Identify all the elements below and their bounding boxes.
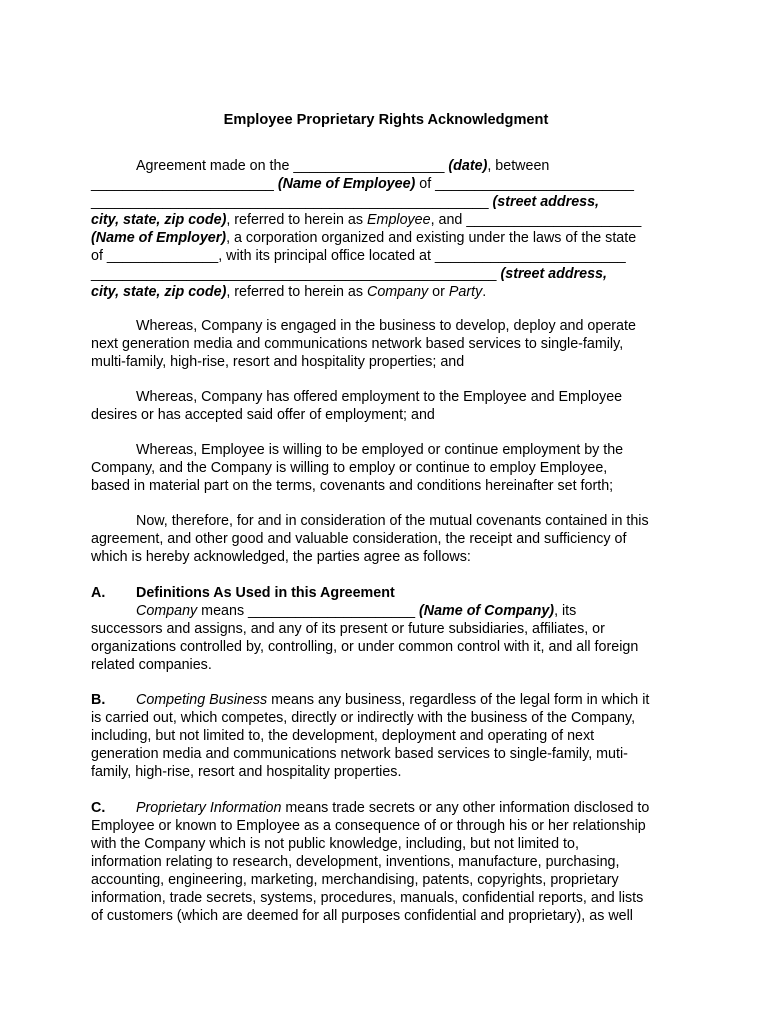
section-b-line-3: including, but not limited to, the development, deployment and operating of next — [91, 728, 595, 744]
whereas-2-line-1: Whereas, Company has offered employment to the Employee and Employee — [136, 389, 623, 405]
agreement-line-8: city, state, zip code), referred to herein as Company or Party. — [91, 284, 487, 300]
section-c-line-7: of customers (which are deemed for all purposes confidential and proprietary), as well — [91, 908, 633, 924]
section-b-letter: B. — [91, 692, 106, 708]
section-a-title: Definitions As Used in this Agreement — [136, 585, 395, 601]
section-b-line-2: is carried out, which competes, directly or indirectly with the business of the Company, — [91, 710, 636, 726]
section-a-heading — [91, 584, 681, 602]
section-c-line-6: information, trade secrets, systems, procedures, manuals, confidential reports, and lists — [91, 890, 644, 906]
section-b-line-1: B. Competing Business means any business, regardless of the legal form in which it — [91, 692, 650, 708]
whereas-3-line-1: Whereas, Employee is willing to be employed or continue employment by the — [136, 442, 624, 458]
now-therefore-line-1: Now, therefore, for and in consideration of the mutual covenants contained in this — [136, 513, 649, 529]
section-a-line-1: Company means _____________________ (Name of Company), its — [136, 603, 577, 619]
section-b-line-5: family, high-rise, resort and hospitality properties. — [91, 764, 402, 780]
section-c-line-2: Employee or known to Employee as a consequence of or through his or her relationship — [91, 818, 646, 834]
section-c-line-5: accounting, engineering, marketing, merchandising, patents, copyrights, proprietary — [91, 872, 619, 888]
section-a-line-4: related companies. — [91, 657, 212, 673]
agreement-line-1: Agreement made on the ___________________ (date), between — [136, 158, 550, 174]
whereas-1-line-1: Whereas, Company is engaged in the business to develop, deploy and operate — [136, 318, 636, 334]
whereas-1-line-2: next generation media and communications network based services to single-family, — [91, 336, 624, 352]
agreement-line-2: _______________________ (Name of Employee) of _________________________ — [91, 176, 634, 192]
agreement-line-4: city, state, zip code), referred to herein as Employee, and ______________________ — [91, 212, 642, 228]
whereas-3-line-2: Company, and the Company is willing to employ or continue to employ Employee, — [91, 460, 608, 476]
section-b-line-4: generation media and communications network based services to single-family, muti- — [91, 746, 628, 762]
agreement-line-6: of ______________, with its principal office located at ________________________ — [91, 248, 626, 264]
now-therefore-line-2: agreement, and other good and valuable consideration, the receipt and sufficiency of — [91, 531, 627, 547]
agreement-line-7: ___________________________________________________ (street address, — [91, 266, 607, 282]
now-therefore-line-3: which is hereby acknowledged, the parties agree as follows: — [91, 549, 471, 565]
section-c-letter: C. — [91, 800, 106, 816]
section-c-line-3: with the Company which is not public knowledge, including, but not limited to, — [91, 836, 579, 852]
whereas-3-line-3: based in material part on the terms, covenants and conditions hereinafter set forth; — [91, 478, 614, 494]
section-a-line-2: successors and assigns, and any of its present or future subsidiaries, affiliates, or — [91, 621, 605, 637]
agreement-line-3: __________________________________________________ (street address, — [91, 194, 600, 210]
agreement-line-5: (Name of Employer), a corporation organized and existing under the laws of the state — [91, 230, 637, 246]
whereas-2-line-2: desires or has accepted said offer of employment; and — [91, 407, 435, 423]
section-a-letter: A. — [91, 585, 106, 601]
section-c-line-1: C. Proprietary Information means trade secrets or any other information disclosed to — [91, 800, 650, 816]
section-a-line-3: organizations controlled by, controlling, or under common control with it, and all foreign — [91, 639, 639, 655]
whereas-1-line-3: multi-family, high-rise, resort and hospitality properties; and — [91, 354, 465, 370]
section-c-line-4: information relating to research, development, inventions, manufacture, purchasing, — [91, 854, 620, 870]
document-title: Employee Proprietary Rights Acknowledgment — [223, 112, 549, 128]
